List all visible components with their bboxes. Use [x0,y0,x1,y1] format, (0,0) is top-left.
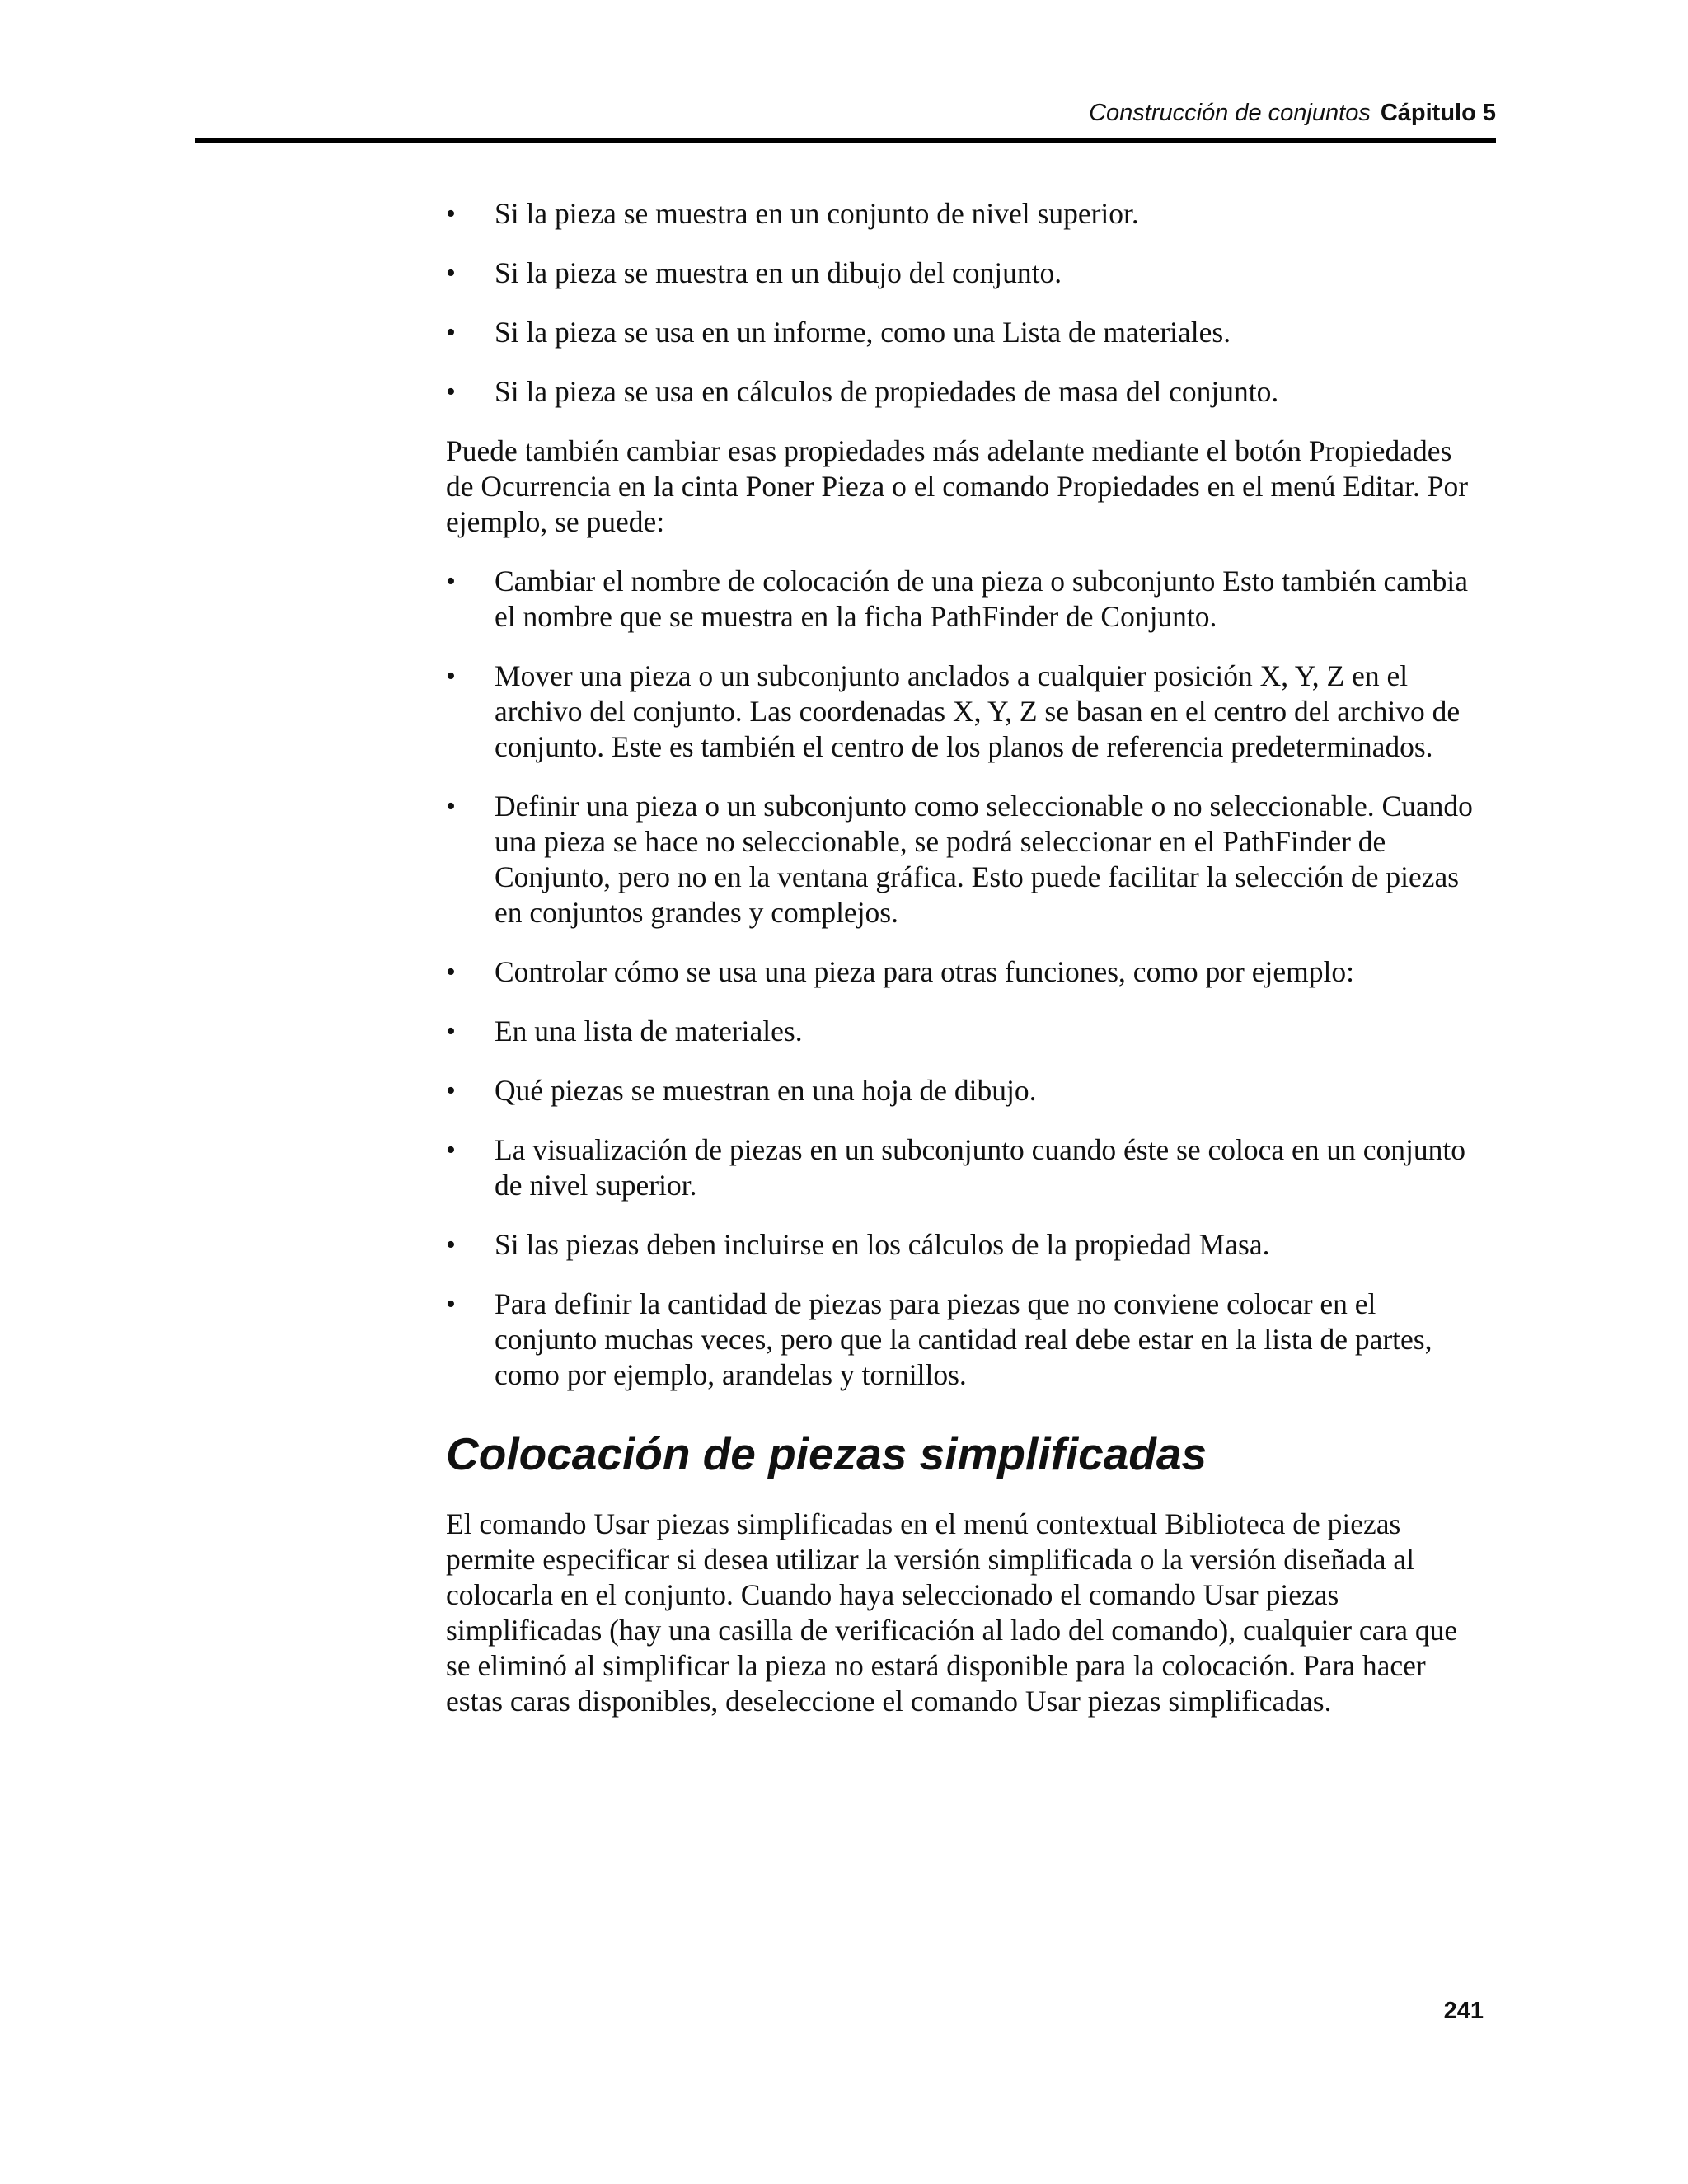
list-item [446,1132,1480,1203]
header-chapter: Cápitulo 5 [1380,100,1496,126]
list-item-text: Para definir la cantidad de piezas para piezas que no conviene colocar en el conjunto muchas veces, pero que la cantidad real debe estar en la lista de partes, como por ejemplo, arandelas y tornillos. [495,1287,1432,1391]
list-item [446,255,1480,291]
list-item-text: Cambiar el nombre de colocación de una pieza o subconjunto Esto también cambia el nombre que se muestra en la ficha PathFinder de Conjunto. [495,565,1468,633]
list-item-text: La visualización de piezas en un subconjunto cuando éste se coloca en un conjunto de nivel superior. [495,1133,1466,1202]
page-number: 241 [1443,1998,1484,2024]
list-item [446,789,1480,930]
page-content [446,196,1480,1743]
bullet-list-b [446,564,1480,1393]
list-item-text: Si la pieza se muestra en un dibujo del conjunto. [495,256,1062,289]
list-item-text: Qué piezas se muestran en una hoja de dibujo. [495,1074,1037,1107]
bullet-icon: • [446,661,456,691]
running-header [195,99,1496,126]
list-item-text: Controlar cómo se usa una pieza para otras funciones, como por ejemplo: [495,955,1354,988]
list-item [446,1073,1480,1108]
section-paragraph: El comando Usar piezas simplificadas en el menú contextual Biblioteca de piezas permite especificar si desea utilizar la versión simplificada o la versión diseñada al colocarla en el conjunto. Cuando haya seleccionado el comando Usar piezas simplificadas (hay una casilla de verificación al lado del comando), cualquier cara que se eliminó al simplificar la pieza no estará disponible para la colocación. Para hacer estas caras disponibles, deseleccione el comando Usar piezas simplificadas. [446,1507,1458,1718]
bullet-icon: • [446,566,456,597]
list-item [446,564,1480,635]
list-item [446,1227,1480,1263]
bullet-icon: • [446,791,456,822]
bullet-icon: • [446,199,456,229]
list-item [446,1014,1480,1049]
list-item [446,196,1480,232]
bullet-icon: • [446,377,456,407]
list-item [446,374,1480,410]
list-item [446,1286,1480,1393]
intro-paragraph: Puede también cambiar esas propiedades más adelante mediante el botón Propiedades de Ocurrencia en la cinta Poner Pieza o el comando Propiedades en el menú Editar. Por ejemplo, se puede: [446,434,1469,538]
bullet-icon: • [446,258,456,288]
header-title: Construcción de conjuntos [1089,100,1371,126]
list-item-text: En una lista de materiales. [495,1015,803,1047]
bullet-icon: • [446,1076,456,1106]
bullet-icon: • [446,1135,456,1165]
list-item [446,315,1480,350]
bullet-list-a [446,196,1480,410]
section-heading: Colocación de piezas simplificadas [446,1428,1207,1479]
list-item-text: Si la pieza se usa en un informe, como una Lista de materiales. [495,316,1231,349]
bullet-icon: • [446,1016,456,1047]
list-item [446,954,1480,990]
list-item-text: Si la pieza se usa en cálculos de propiedades de masa del conjunto. [495,375,1279,408]
bullet-icon: • [446,317,456,348]
list-item-text: Definir una pieza o un subconjunto como seleccionable o no seleccionable. Cuando una pieza se hace no seleccionable, se podrá seleccionar en el PathFinder de Conjunto, pero no en la ventana gráfica. Esto puede facilitar la selección de piezas en conjuntos grandes y complejos. [495,790,1473,929]
list-item-text: Si las piezas deben incluirse en los cálculos de la propiedad Masa. [495,1228,1270,1261]
list-item-text: Mover una pieza o un subconjunto anclados a cualquier posición X, Y, Z en el archivo del conjunto. Las coordenadas X, Y, Z se basan en el centro del archivo de conjunto. Este es también el centro de los planos de referencia predeterminados. [495,659,1461,763]
bullet-icon: • [446,1230,456,1260]
bullet-icon: • [446,957,456,987]
bullet-icon: • [446,1289,456,1319]
list-item [446,658,1480,765]
header-rule [195,138,1496,143]
list-item-text: Si la pieza se muestra en un conjunto de nivel superior. [495,197,1139,230]
